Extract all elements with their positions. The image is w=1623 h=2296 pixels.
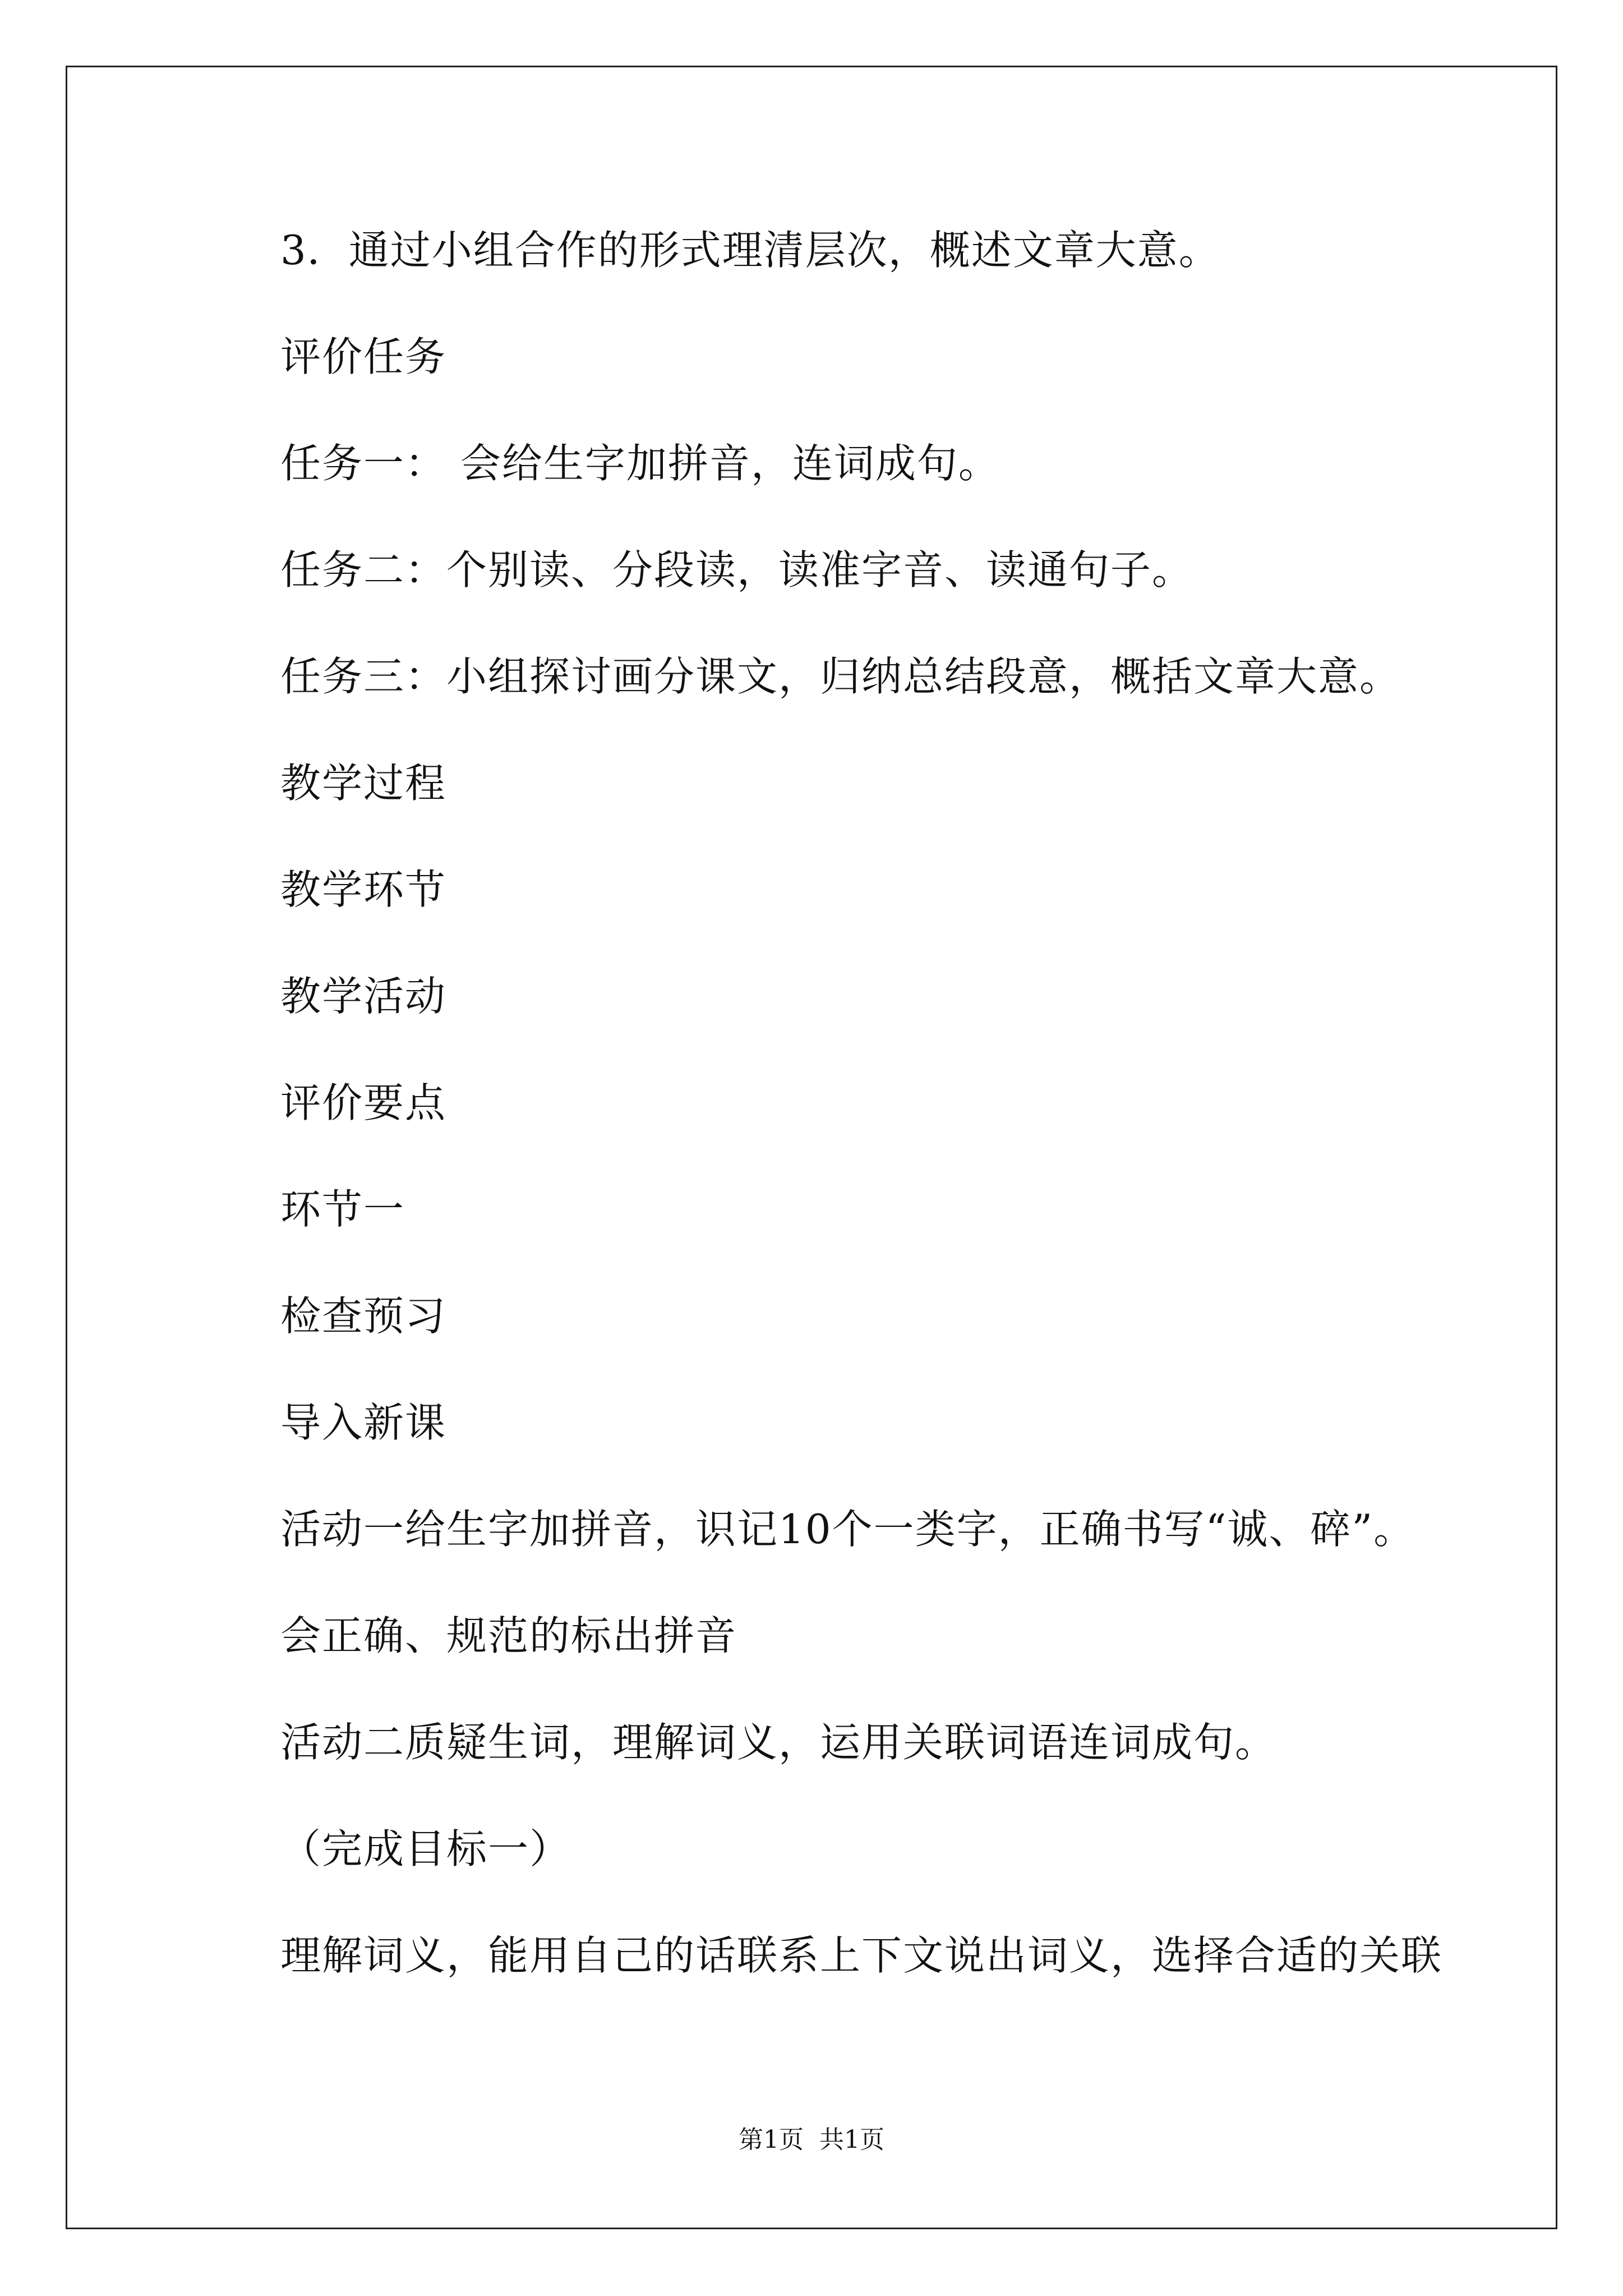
text-line-14: 会正确、规范的标出拼音 [280,1612,737,1659]
text-line-17: 理解词义，能用自己的话联系上下文说出词义，选择合适的关联 [280,1932,1443,1979]
text-line-12: 导入新课 [280,1399,447,1446]
text-line-15: 活动二质疑生词，理解词义，运用关联词语连词成句。 [280,1719,1277,1766]
text-line-3: 任务一： 会给生字加拼音，连词成句。 [280,440,1000,487]
text-line-16: （完成目标一） [280,1825,571,1872]
text-line-1: 3．通过小组合作的形式理清层次，概述文章大意。 [280,227,1220,274]
text-line-4: 任务二：个别读、分段读，读准字音、读通句子。 [280,546,1194,593]
text-line-13: 活动一给生字加拼音，识记10个一类字，正确书写“诚、碎”。 [280,1506,1415,1553]
text-line-7: 教学环节 [280,866,447,913]
text-line-6: 教学过程 [280,760,447,807]
text-line-9: 评价要点 [280,1079,447,1126]
document-body [280,0,1481,2076]
text-line-5: 任务三：小组探讨画分课文，归纳总结段意，概括文章大意。 [280,653,1401,700]
text-line-8: 教学活动 [280,973,447,1020]
text-line-10: 环节一 [280,1186,405,1233]
page-footer: 第1页 共1页 [739,2125,884,2154]
text-line-11: 检查预习 [280,1292,447,1340]
text-line-2: 评价任务 [280,333,447,380]
